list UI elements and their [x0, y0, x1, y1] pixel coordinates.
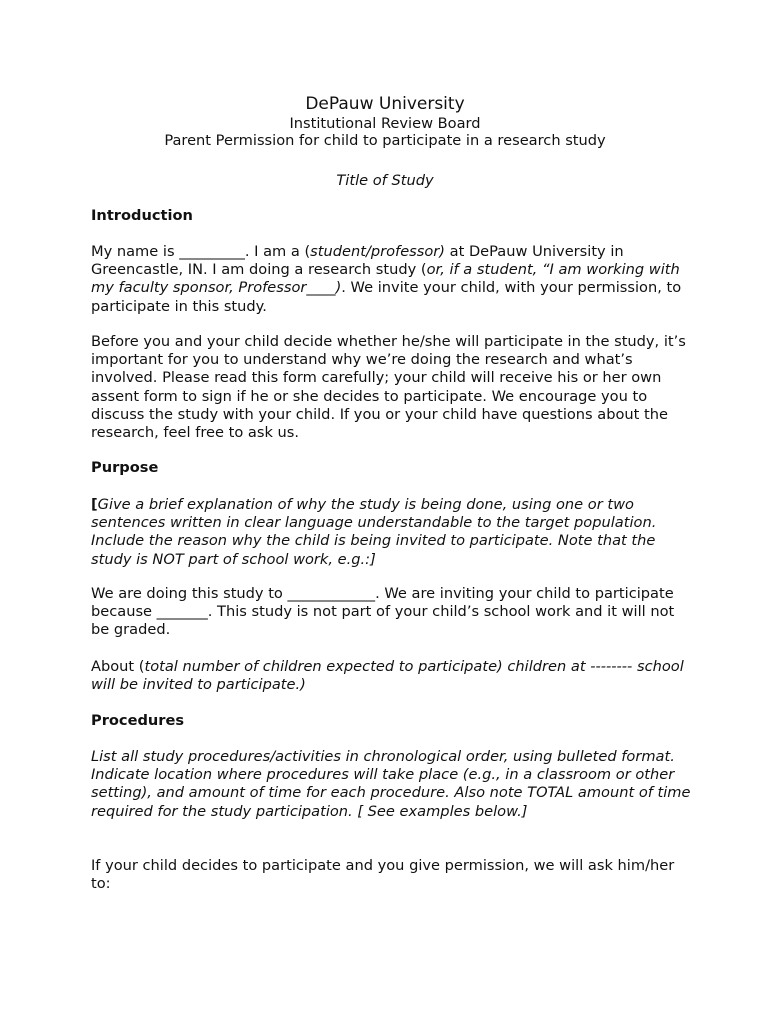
intro-p1-text-d: or, if a student, “I am working with my faculty sponsor, Professor____) [91, 261, 680, 297]
purpose-p2-text-b: total number of children expected to participate) children at -------- school will be invited to participate.) [91, 658, 684, 694]
purpose-instruction-text: Give a brief explanation of why the study is being done, using one or two sentences written in clear language understandable to the target population. Include the reason why the child is being invited to participate. Note that the study is NOT part of school work, e.g.:] [91, 496, 657, 568]
purpose-heading: Purpose [91, 459, 159, 476]
purpose-instruction [91, 496, 691, 569]
procedures-paragraph-1: If your child decides to participate and you give permission, we will ask him/her to: [91, 857, 675, 893]
procedures-heading: Procedures [91, 712, 185, 729]
form-subtitle: Parent Permission for child to participate in a research study [164, 132, 606, 149]
purpose-paragraph-2 [91, 658, 691, 694]
introduction-heading: Introduction [91, 207, 193, 224]
study-title: Title of Study [336, 172, 434, 189]
intro-p1-text-c: at DePauw University in Greencastle, IN. I am doing a research study ( [91, 243, 624, 279]
intro-p1-text-b: student/professor) [310, 243, 445, 260]
purpose-paragraph-1: We are doing this study to ____________. We are inviting your child to participate because _______. This study is not part of your child’s school work and it will not be graded. [91, 585, 675, 639]
purpose-bracket: [ [91, 496, 98, 513]
intro-p1-text-a: My name is _________. I am a ( [91, 243, 311, 260]
university-name: DePauw University [305, 94, 465, 114]
review-board-name: Institutional Review Board [289, 115, 481, 132]
procedures-instruction: List all study procedures/activities in chronological order, using bulleted format. Indicate location where procedures will take place (e.g., in a classroom or other setting), and amount of time for each procedure. Also note TOTAL amount of time required for the study participation. [ See examples below.] [91, 748, 691, 820]
purpose-p2-text-a: About ( [91, 658, 145, 675]
introduction-paragraph-1 [91, 243, 691, 316]
introduction-paragraph-2: Before you and your child decide whether he/she will participate in the study, it’s important for you to understand why we’re doing the research and what’s involved. Please read this form carefully; your child will receive his or her own assent form to sign if he or she decides to participate. We encourage you to discuss the study with your child. If you or your child have questions about the research, feel free to ask us. [91, 333, 686, 442]
intro-p1-text-e: . We invite your child, with your permission, to participate in this study. [91, 279, 682, 315]
